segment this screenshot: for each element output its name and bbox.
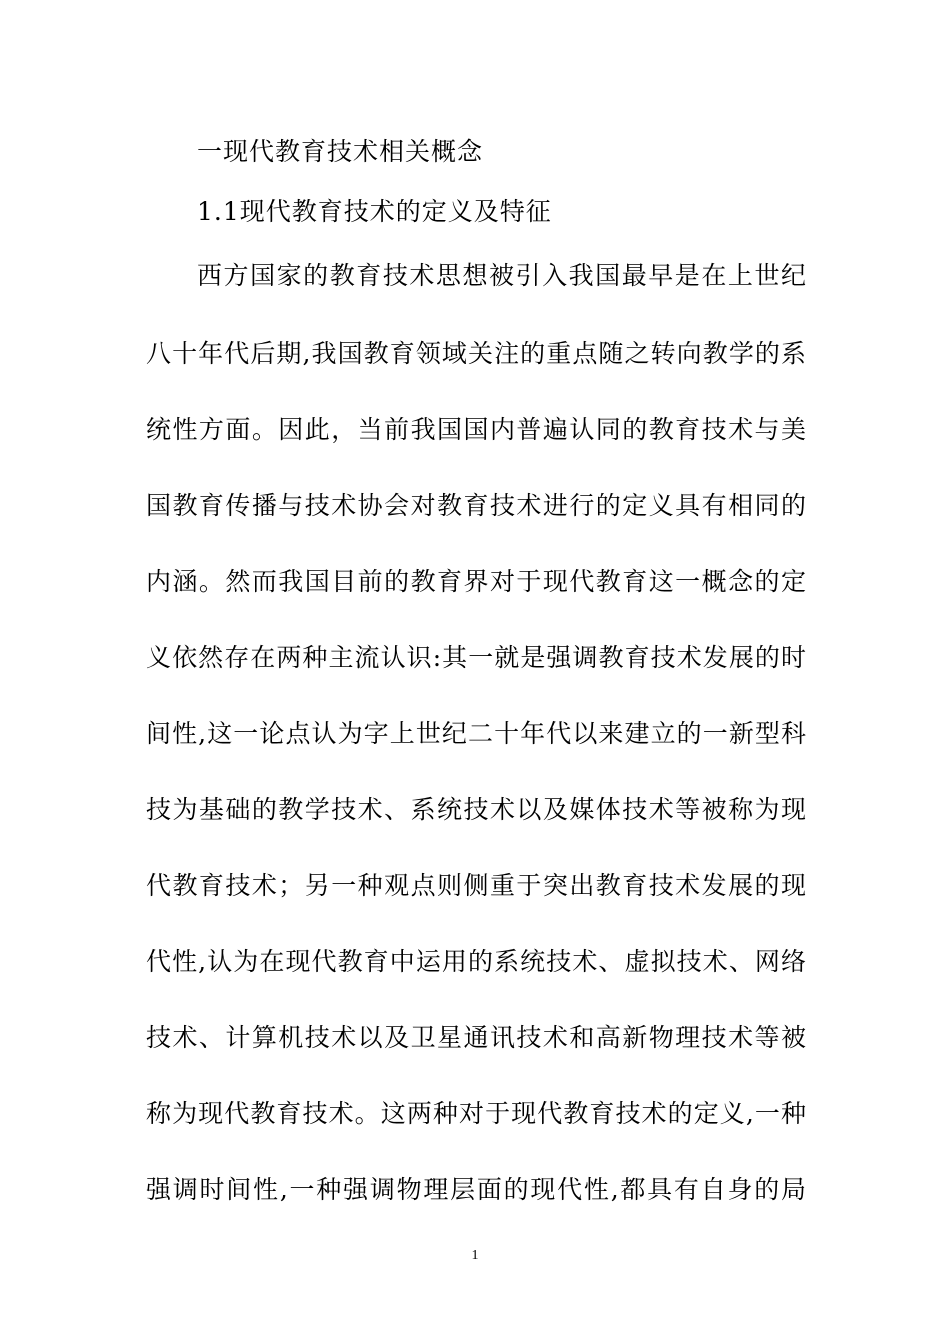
paragraph-line: 技术、计算机技术以及卫星通讯技术和高新物理技术等被 — [146, 1023, 806, 1052]
paragraph-line: 强调时间性,一种强调物理层面的现代性,都具有自身的局 — [146, 1175, 806, 1204]
paragraph-line: 间性,这一论点认为字上世纪二十年代以来建立的一新型科 — [146, 719, 806, 748]
paragraph-line: 代教育技术；另一种观点则侧重于突出教育技术发展的现 — [146, 871, 806, 900]
paragraph-line: 国教育传播与技术协会对教育技术进行的定义具有相同的 — [146, 491, 806, 520]
page-number: 1 — [471, 1248, 479, 1263]
section-heading: 一现代教育技术相关概念 — [197, 137, 484, 166]
paragraph-line: 代性,认为在现代教育中运用的系统技术、虚拟技术、网络 — [146, 947, 806, 976]
paragraph-line: 统性方面。因此，当前我国国内普遍认同的教育技术与美 — [146, 415, 806, 444]
paragraph-line: 内涵。然而我国目前的教育界对于现代教育这一概念的定 — [146, 567, 806, 596]
paragraph-line: 八十年代后期,我国教育领域关注的重点随之转向教学的系 — [146, 339, 806, 368]
paragraph-line: 技为基础的教学技术、系统技术以及媒体技术等被称为现 — [146, 795, 806, 824]
paragraph-line: 西方国家的教育技术思想被引入我国最早是在上世纪 — [197, 261, 806, 290]
subsection-heading: 1.1现代教育技术的定义及特征 — [197, 197, 552, 226]
paragraph-line: 称为现代教育技术。这两种对于现代教育技术的定义,一种 — [146, 1099, 806, 1128]
paragraph-line: 义依然存在两种主流认识:其一就是强调教育技术发展的时 — [146, 643, 806, 672]
